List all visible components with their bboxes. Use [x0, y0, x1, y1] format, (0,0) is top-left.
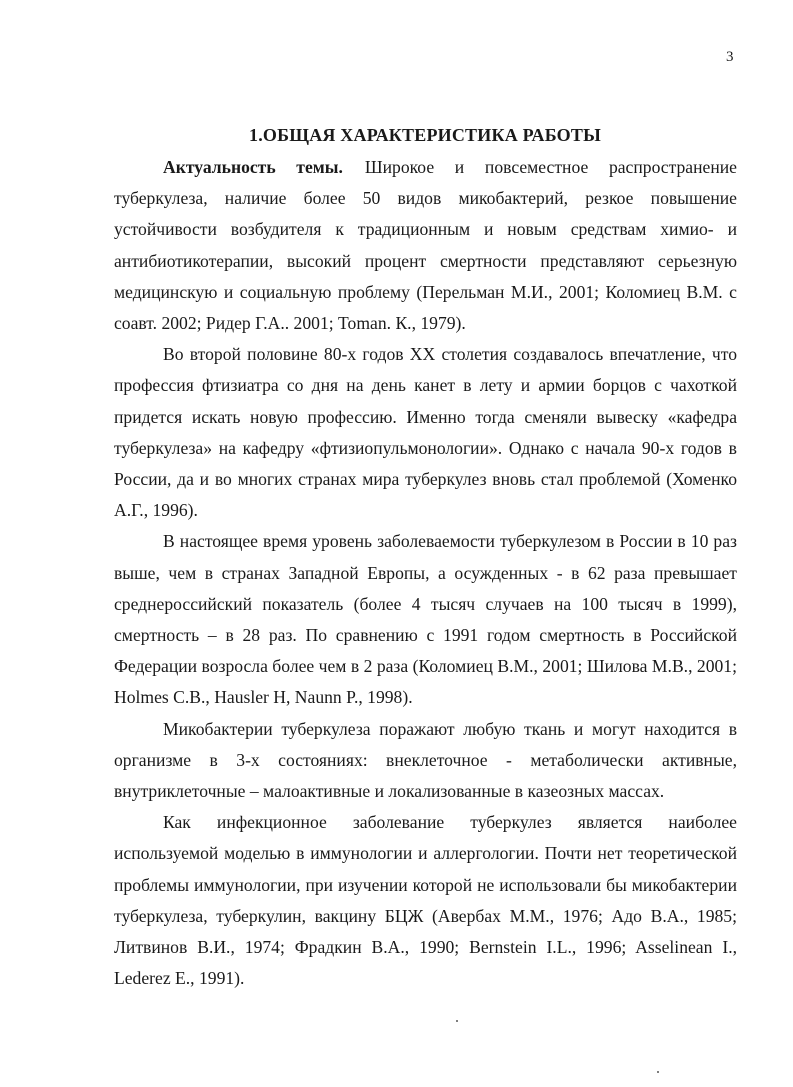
scan-speck	[657, 1071, 659, 1073]
paragraph-history: Во второй половине 80-х годов XX столетия создавалось впечатление, что профессия фтизиатра со дня на день канет в лету и армии борцов с чахоткой придется искать новую профессию. Именно тогда сменяли вывеску «кафедра туберкулеза» на кафедру «фтизиопульмонологии». Однако с начала 90-х годов в России, да и во многих странах мира туберкулез вновь стал проблемой (Хоменко А.Г., 1996).	[114, 344, 737, 521]
paragraph-incidence: В настоящее время уровень заболеваемости туберкулезом в России в 10 раз выше, чем в странах Западной Европы, а осужденных - в 62 раза превышает среднероссийский показатель (более 4 тысяч случаев на 100 тысяч в 1999), смертность – в 28 раз. По сравнению с 1991 годом смертность в Российской Федерации возросла более чем в 2 раза (Коломиец В.М., 2001; Шилова М.В., 2001; Holmes С.В., Hausler H, Naunn P., 1998).	[114, 531, 737, 708]
paragraph-immunology: Как инфекционное заболевание туберкулез является наиболее используемой моделью в иммунологии и аллергологии. Почти нет теоретической проблемы иммунологии, при изучении которой не использовали бы микобактерии туберкулеза, туберкулин, вакцину БЦЖ (Авербах М.М., 1976; Адо В.А., 1985; Литвинов В.И., 1974; Фрадкин В.А., 1990; Bernstein I.L., 1996; Asselinean I., Lederez E., 1991).	[114, 812, 737, 989]
page-number: 3	[726, 49, 734, 65]
topic-label: Актуальность темы.	[163, 157, 343, 177]
paragraph-relevance	[114, 152, 737, 339]
paragraph-text: Широкое и повсеместное распространение туберкулеза, наличие более 50 видов микобактерий, резкое повышение устойчивости возбудителя к традиционным и новым средствам химио- и антибиотикотерапии, высокий процент смертности представляют серьезную медицинскую и социальную проблему (Перельман М.И., 2001; Коломиец В.М. с соавт. 2002; Ридер Г.А.. 2001; Toman. К., 1979).	[114, 157, 737, 334]
section-heading: 1.ОБЩАЯ ХАРАКТЕРИСТИКА РАБОТЫ	[249, 125, 601, 145]
scan-speck	[456, 1020, 458, 1022]
body-text	[114, 152, 737, 994]
paragraph-mycobacteria: Микобактерии туберкулеза поражают любую ткань и могут находится в организме в 3-х состояниях: внеклеточное - метаболически активные, внутриклеточные – малоактивные и локализованные в казеозных массах.	[114, 718, 737, 802]
